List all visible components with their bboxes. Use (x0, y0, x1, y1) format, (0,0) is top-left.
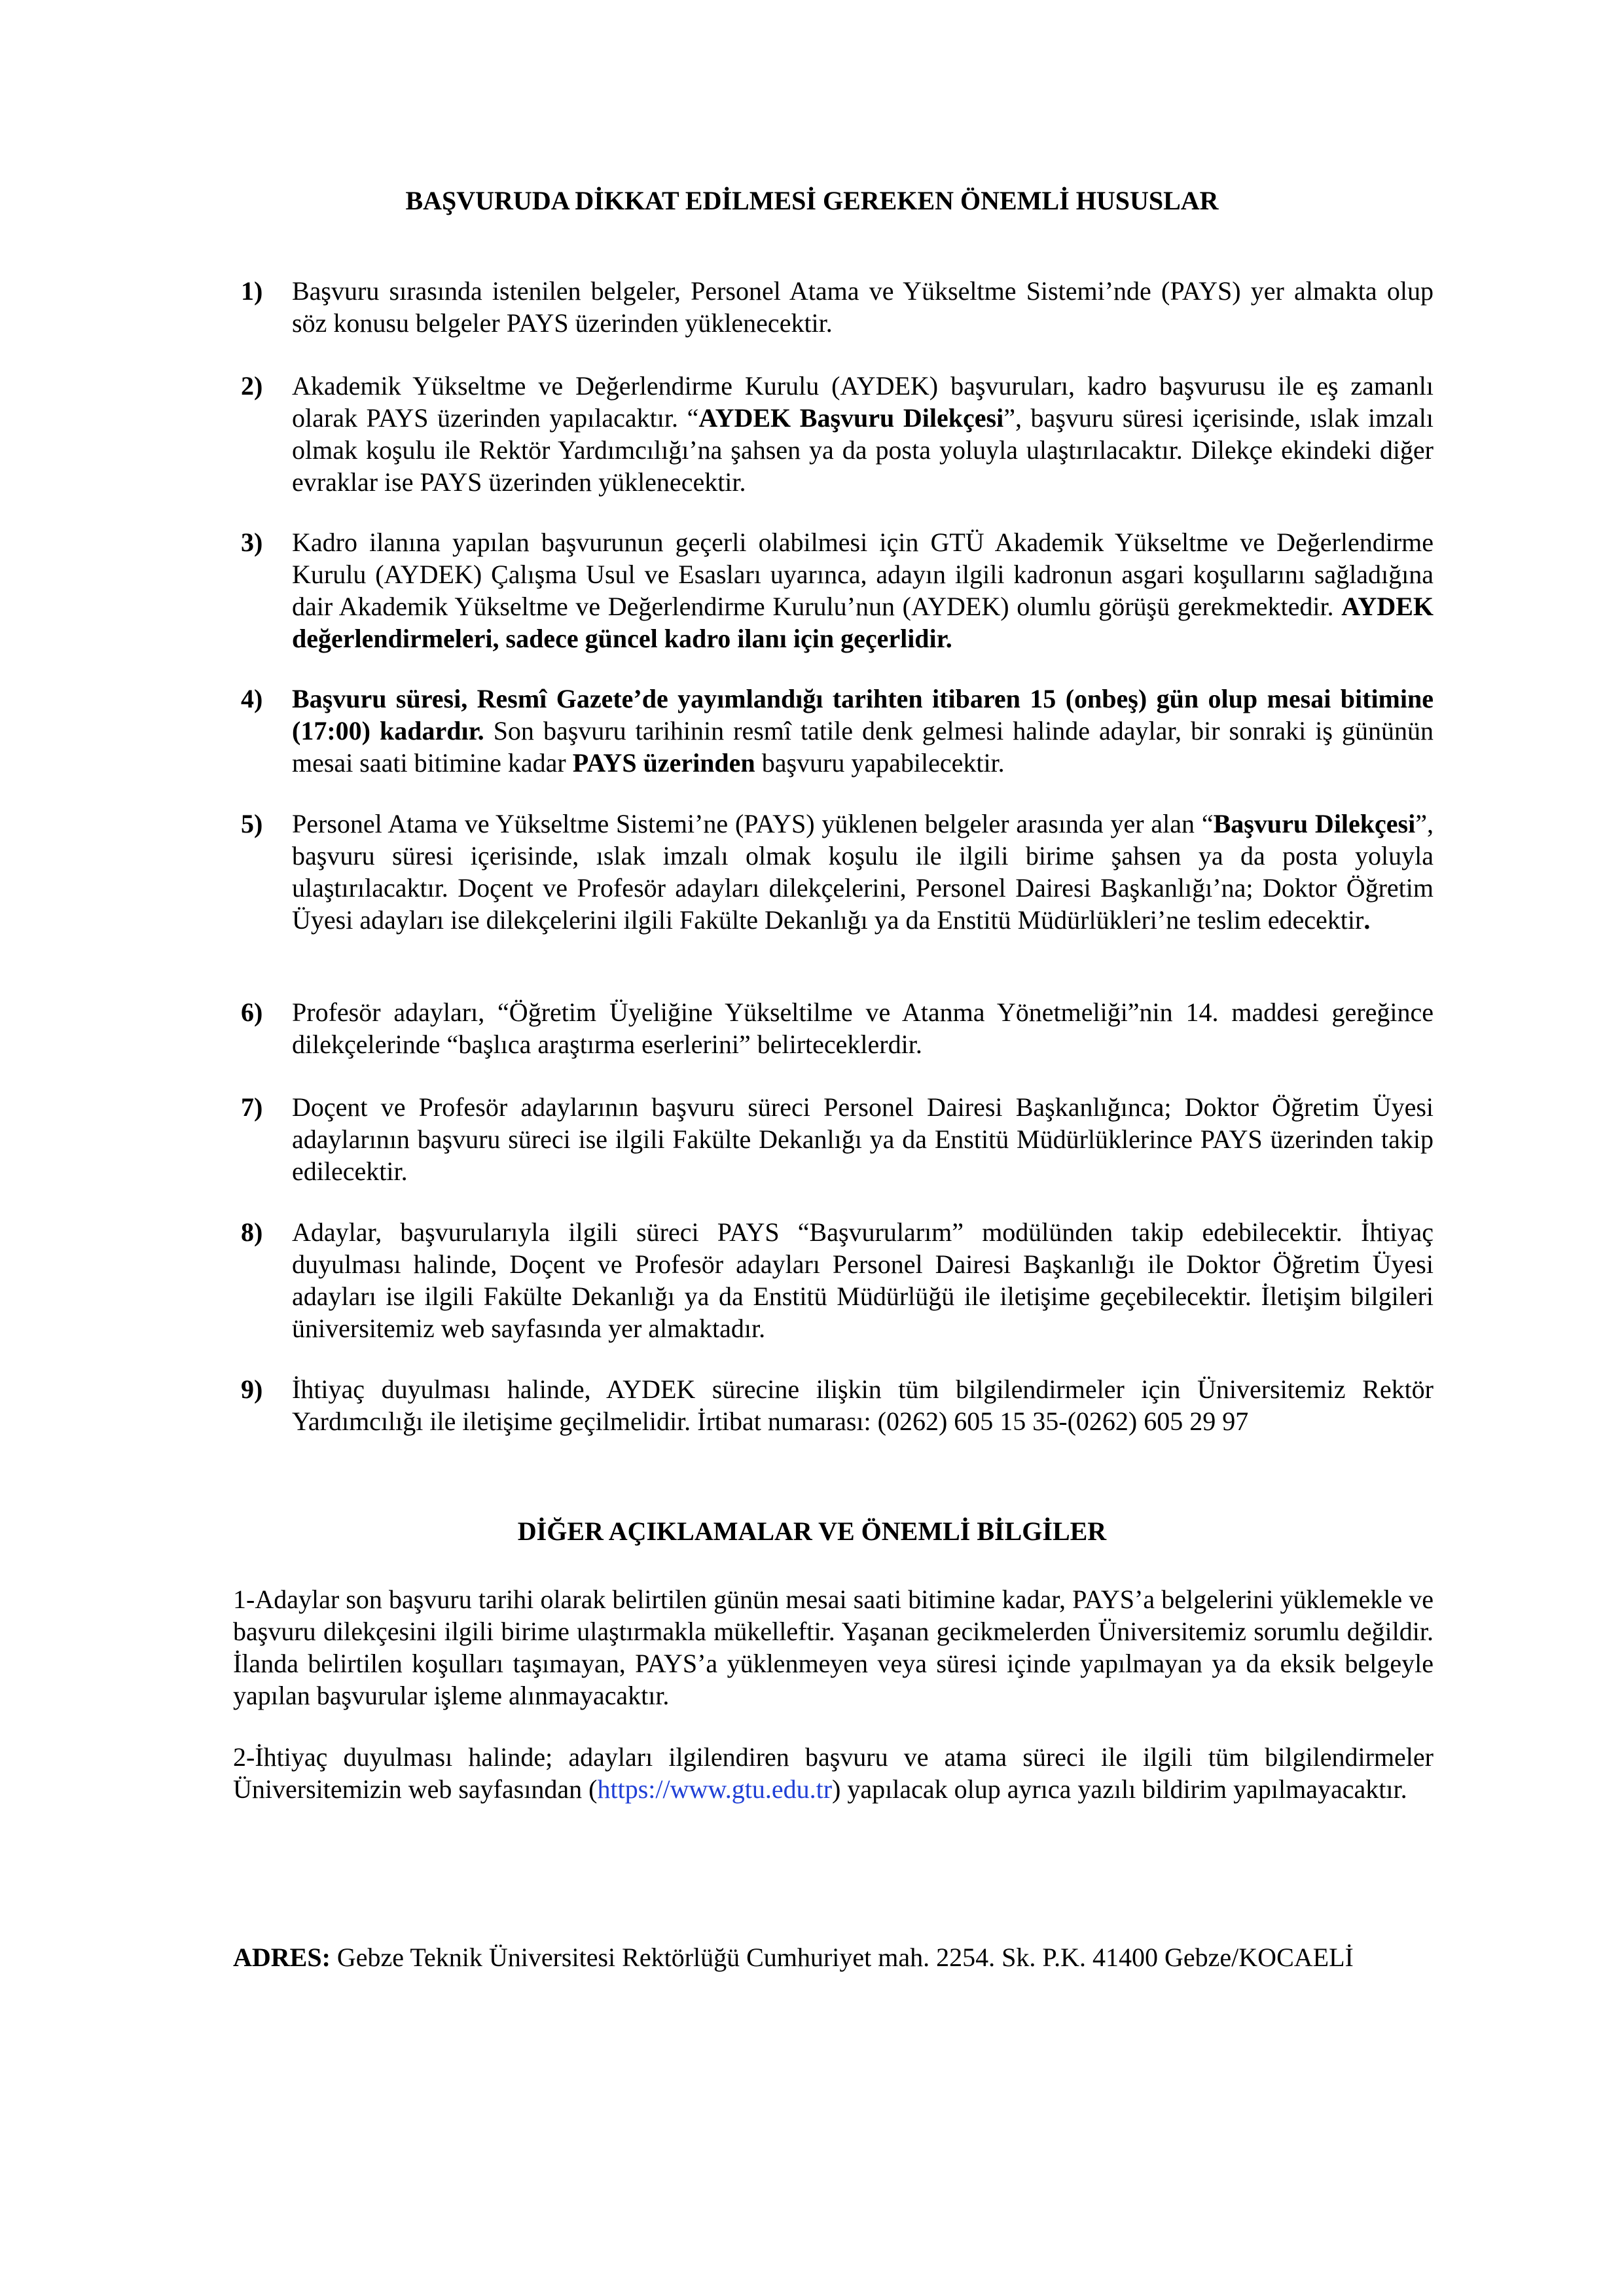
item-text (292, 1091, 1434, 1187)
text-run: Akademik Yükseltme ve Değerlendirme Kurulu (AYDEK) başvuruları, kadro başvurusu ile eş zamanlı olarak PAYS üzerinden yapılacaktır. “ (292, 371, 1434, 433)
text-run: başvuru yapabilecektir. (755, 748, 1005, 778)
address-label: ADRES: (233, 1943, 331, 1972)
item-number: 5) (241, 809, 263, 838)
bold-text-run: AYDEK değerlendirmeleri, sadece güncel kadro ilanı için geçerlidir. (292, 592, 1434, 653)
text-run: Doçent ve Profesör adaylarının başvuru süreci Personel Dairesi Başkanlığınca; Doktor Öğretim Üyesi adaylarının başvuru süreci ise ilgili Fakülte Dekanlığı ya da Enstitü Müdürlüklerince PAYS üzerinden takip edilecektir. (292, 1092, 1434, 1186)
text-run: ”, başvuru süresi içerisinde, ıslak imzalı olmak koşulu ile ilgili birime şahsen ya da posta yoluyla ulaştırılacaktır. Doçent ve Profesör adayları dilekçelerini, Personel Dairesi Başkanlığı’na; Doktor Öğretim Üyesi adayları ise dilekçelerini ilgili Fakülte Dekanlığı ya da Enstitü Müdürlükleri’ne teslim edecektir (292, 809, 1434, 935)
section-title: DİĞER AÇIKLAMALAR VE ÖNEMLİ BİLGİLER (517, 1516, 1107, 1546)
bold-text-run: Başvuru Dilekçesi (1213, 809, 1416, 838)
text-run: Personel Atama ve Yükseltme Sistemi’ne (PAYS) yüklenen belgeler arasında yer alan “ (292, 809, 1214, 838)
bold-text-run: . (1363, 905, 1371, 935)
bold-text-run: Başvuru süresi, Resmî Gazete’de yayımlandığı tarihten itibaren 15 (onbeş) gün olup mesai bitimine (17:00) kadardır. (292, 684, 1434, 745)
list-item (241, 996, 1434, 1060)
website-link[interactable]: https://www.gtu.edu.tr (597, 1774, 833, 1804)
item-number: 8) (241, 1217, 263, 1247)
item-text (292, 1373, 1434, 1437)
text-run: Kadro ilanına yapılan başvurunun geçerli olabilmesi için GTÜ Akademik Yükseltme ve Değerlendirme Kurulu (AYDEK) Çalışma Usul ve Esasları uyarınca, adayın ilgili kadronun asgari koşullarını sağladığına dair Akademik Yükseltme ve Değerlendirme Kurulu’nun (AYDEK) olumlu görüşü gerekmektedir. (292, 528, 1434, 621)
paragraph-2 (233, 1741, 1434, 1805)
text-run: Adaylar, başvurularıyla ilgili süreci PAYS “Başvurularım” modülünden takip edebilecektir. İhtiyaç duyulması halinde, Doçent ve Profesör adayları Personel Dairesi Başkanlığı ile Doktor Öğretim Üyesi adayları ise ilgili Fakülte Dekanlığı ya da Enstitü Müdürlüğü ile iletişime geçebilecektir. İletişim bilgileri üniversitemiz web sayfasında yer almaktadır. (292, 1217, 1434, 1343)
list-item (241, 370, 1434, 498)
list-item (241, 683, 1434, 779)
paragraph-1: 1-Adaylar son başvuru tarihi olarak belirtilen günün mesai saati bitimine kadar, PAYS’a belgelerini yüklemekle ve başvuru dilekçesini ilgili birime ulaştırmakla mükelleftir. Yaşanan gecikmelerden Üniversitemiz sorumlu değildir. İlanda belirtilen koşulları taşımayan, PAYS’a yüklenmeyen veya süresi içinde yapılmayan ya da eksik belgeyle yapılan başvurular işleme alınmayacaktır. (233, 1585, 1434, 1710)
list-item (241, 808, 1434, 936)
item-number: 3) (241, 528, 263, 557)
list-item (241, 275, 1434, 339)
item-text (292, 683, 1434, 779)
item-text (292, 370, 1434, 498)
page-title: BAŞVURUDA DİKKAT EDİLMESİ GEREKEN ÖNEMLİ HUSUSLAR (405, 186, 1219, 215)
item-number: 4) (241, 684, 263, 713)
item-text (292, 275, 1434, 339)
list-item (241, 526, 1434, 655)
item-text (292, 526, 1434, 655)
paragraph-2-text-before: 2-İhtiyaç duyulması halinde; adayları ilgilendiren başvuru ve atama süreci ile ilgili tüm bilgilendirmeler Üniversitemizin web sayfasından ( (233, 1742, 1434, 1804)
paragraph-2-text-after: ) yapılacak olup ayrıca yazılı bildirim yapılmayacaktır. (832, 1774, 1407, 1804)
item-text (292, 996, 1434, 1060)
address-text: Gebze Teknik Üniversitesi Rektörlüğü Cumhuriyet mah. 2254. Sk. P.K. 41400 Gebze/KOCAELİ (330, 1943, 1354, 1972)
list-item (241, 1373, 1434, 1437)
item-number: 2) (241, 371, 263, 401)
item-text (292, 1216, 1434, 1344)
item-number: 7) (241, 1092, 263, 1122)
item-number: 1) (241, 276, 263, 306)
item-text (292, 808, 1434, 936)
text-run: Profesör adayları, “Öğretim Üyeliğine Yükseltilme ve Atanma Yönetmeliği”nin 14. maddesi gereğince dilekçelerinde “başlıca araştırma eserlerini” belirteceklerdir. (292, 997, 1434, 1059)
item-number: 6) (241, 997, 263, 1027)
text-run: ”, başvuru süresi içerisinde, ıslak imzalı olmak koşulu ile Rektör Yardımcılığı’na şahsen ya da posta yoluyla ulaştırılacaktır. Dilekçe ekindeki diğer evraklar ise PAYS üzerinden yüklenecektir. (292, 403, 1434, 497)
text-run: Başvuru sırasında istenilen belgeler, Personel Atama ve Yükseltme Sistemi’nde (PAYS) yer almakta olup söz konusu belgeler PAYS üzerinden yüklenecektir. (292, 276, 1434, 338)
text-run: Son başvuru tarihinin resmî tatile denk gelmesi halinde adaylar, bir sonraki iş gününün mesai saati bitimine kadar (292, 716, 1434, 778)
item-number: 9) (241, 1374, 263, 1404)
list-item (241, 1216, 1434, 1344)
address (233, 1941, 1434, 1973)
bold-text-run: PAYS üzerinden (572, 748, 755, 778)
bold-text-run: AYDEK Başvuru Dilekçesi (698, 403, 1004, 433)
list-item (241, 1091, 1434, 1187)
text-run: İhtiyaç duyulması halinde, AYDEK sürecine ilişkin tüm bilgilendirmeler için Üniversitemiz Rektör Yardımcılığı ile iletişime geçilmelidir. İrtibat numarası: (0262) 605 15 35-(0262) 605 29 97 (292, 1374, 1434, 1436)
